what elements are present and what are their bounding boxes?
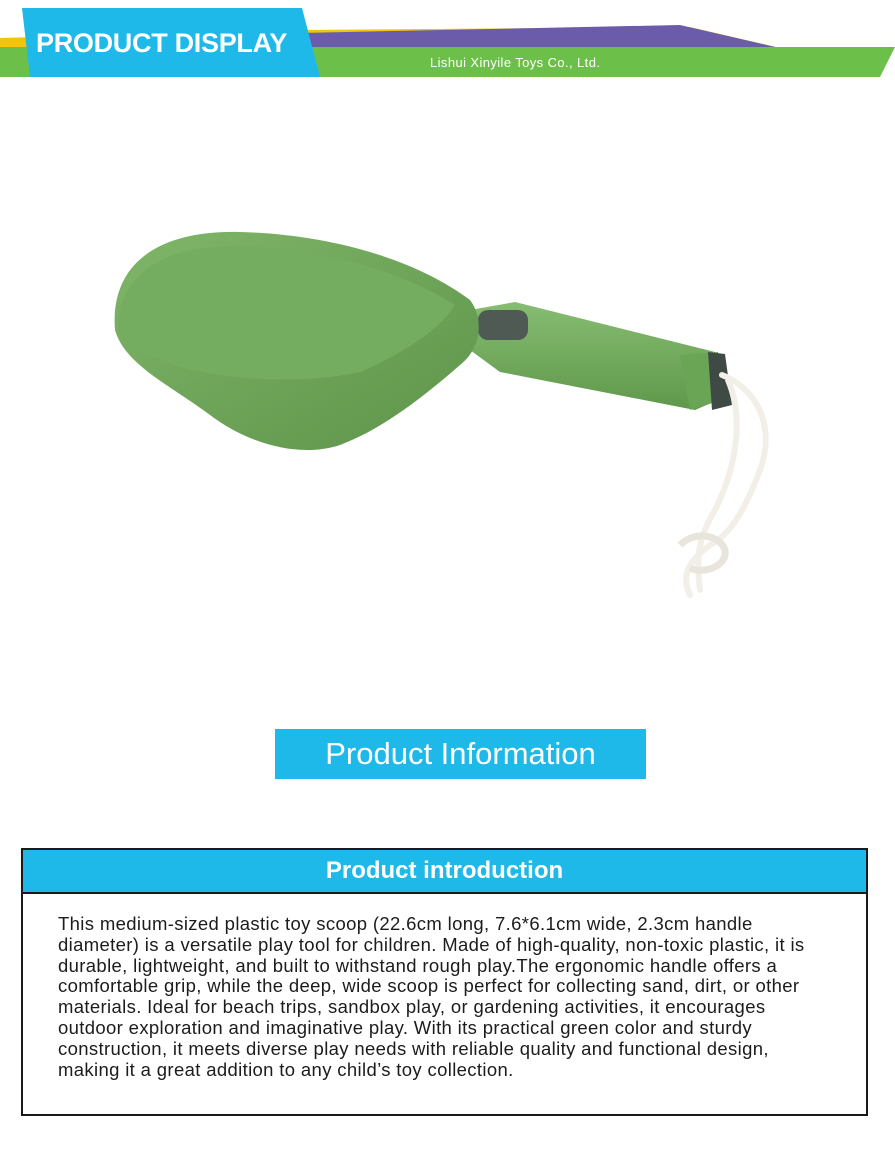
page-title: PRODUCT DISPLAY (36, 28, 288, 58)
purple-stripe (300, 25, 780, 48)
company-name: Lishui Xinyile Toys Co., Ltd. (430, 55, 601, 70)
product-introduction-text: This medium-sized plastic toy scoop (22.6cm long, 7.6*6.1cm wide, 2.3cm handle diameter) is a versatile play tool for children. Made of high-quality, non-toxic plastic, it is durable, lightweight, and built to withstand rough play.The ergonomic handle offers a comfortable grip, while the deep, wide scoop is perfect for collecting sand, dirt, or other materials. Ideal for beach trips, sandbox play, or gardening activities, it encourages outdoor exploration and imaginative play. With its practical green color and sturdy construction, it meets diverse play needs with reliable quality and functional design, making it a great addition to any child’s toy collection. (58, 913, 805, 1080)
header-banner (0, 0, 895, 90)
handle-grip (478, 310, 528, 340)
product-introduction-panel (21, 848, 868, 1116)
product-image (100, 215, 800, 615)
product-information-heading: Product Information (275, 729, 646, 779)
toy-scoop-illustration (100, 215, 800, 615)
product-introduction-title: Product introduction (23, 850, 866, 894)
